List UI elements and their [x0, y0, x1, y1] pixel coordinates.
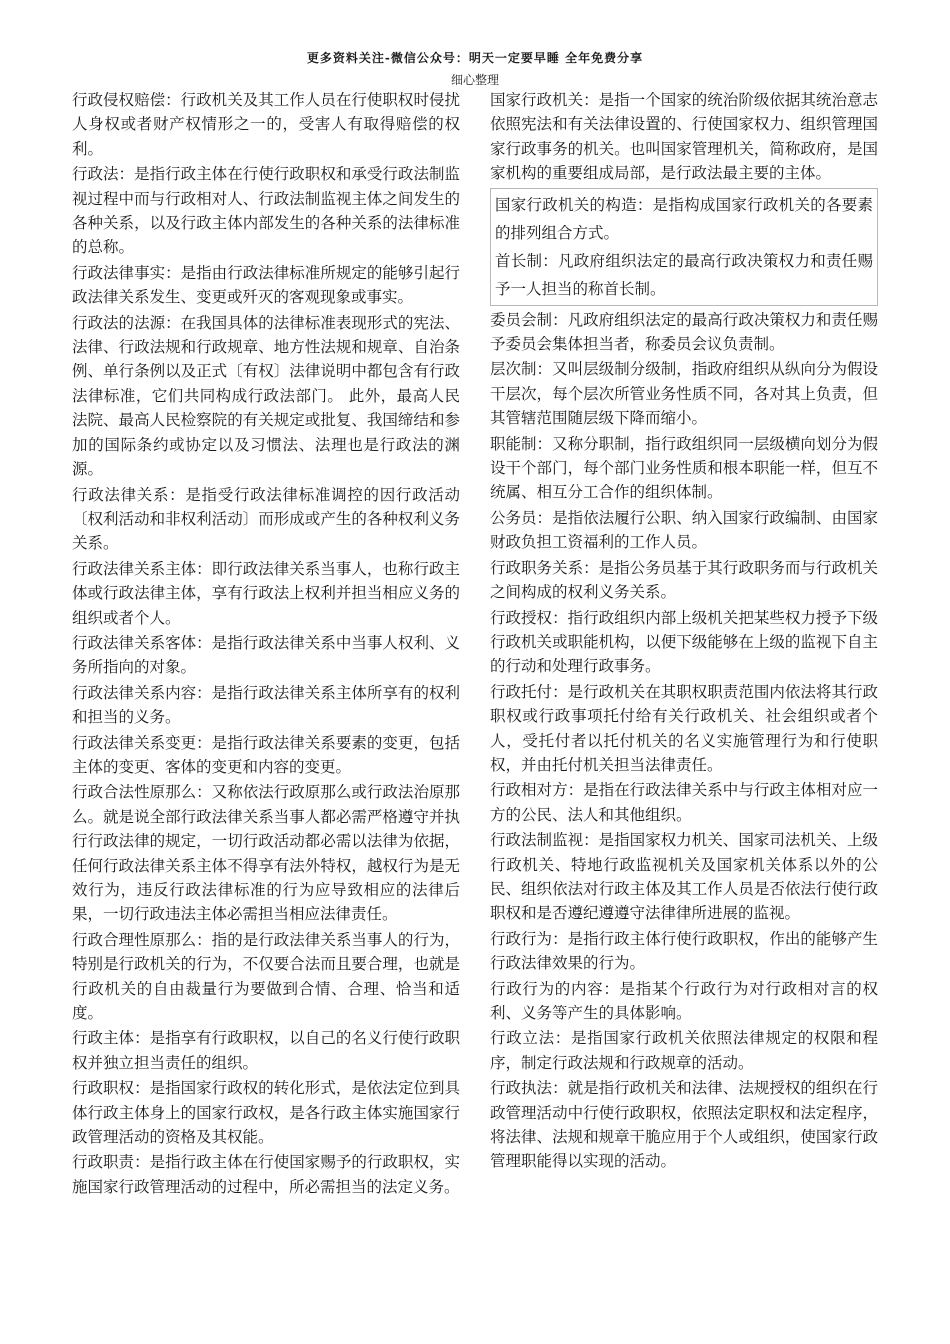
term-entry: 行政托付：是行政机关在其职权职责范围内依法将其行政职权或行政事项托付给有关行政机关、社会组织或者个人，受托付者以托付机关的名义实施管理行为和行使职权，并由托付机关担当法律责任。: [490, 682, 878, 774]
term-entry: 行政授权：指行政组织内部上级机关把某些权力授予下级行政机关或职能机构，以便下级能够在上级的监视下自主的行动和处理行政事务。: [490, 608, 878, 676]
term-entry: 行政法律关系内容：是指行政法律关系主体所享有的权利和担当的义务。: [72, 683, 460, 727]
right-column: [490, 88, 878, 1175]
term-entry: 行政合法性原那么：又称依法行政原那么或行政法治原那么。就是说全部行政法律关系当事人都必需严格遵守并执行行政法律的规定，一切行政活动都必需以法律为依据，任何行政法律关系主体不得享有法外特权，越权行为是无效行为，违反行政法律标准的行为应导致相应的法律后果，一切行政违法主体必需担当相应法律责任。: [72, 783, 460, 924]
term-entry: 行政主体：是指享有行政职权，以自己的名义行使行政职权并独立担当责任的组织。: [72, 1029, 460, 1072]
boxed-definitions: [490, 188, 878, 306]
term-entry: 国家行政机关：是指一个国家的统治阶级依据其统治意志依照宪法和有关法律设置的、行使国家权力、组织管理国家行政事务的机关。也叫国家管理机关，简称政府，是国家机构的重要组成局部，是行政法最主要的主体。: [490, 91, 878, 183]
term-entry: 委员会制：凡政府组织法定的最高行政决策权力和责任赐予委员会集体担当者，称委员会议负责制。: [490, 310, 878, 354]
term-entry: 行政行为：是指行政主体行使行政职权，作出的能够产生行政法律效果的行为。: [490, 929, 878, 973]
term-entry: 行政行为的内容：是指某个行政行为对行政相对言的权利、义务等产生的具体影响。: [490, 979, 878, 1022]
term-entry: 行政法：是指行政主体在行使行政职权和承受行政法制监视过程中而与行政相对人、行政法制监视主体之间发生的各种关系，以及行政主体内部发生的各种关系的法律标准的总称。: [72, 165, 460, 257]
term-entry: 层次制：又叫层级制分级制，指政府组织从纵向分为假设干层次，每个层次所管业务性质不同，各对其上负责，但其管辖范围随层级下降而缩小。: [490, 360, 878, 428]
header-notice: 更多资料关注-微信公众号：明天一定要早睡 全年免费分享: [306, 51, 644, 65]
term-entry: 行政职权：是指国家行政权的转化形式，是依法定位到具体行政主体身上的国家行政权，是各行政主体实施国家行政管理活动的资格及其权能。: [72, 1079, 460, 1147]
term-entry: 行政法律事实：是指由行政法律标准所规定的能够引起行政法律关系发生、变更或歼灭的客观现象或事实。: [72, 263, 460, 307]
term-entry: 行政合理性原那么：指的是行政法律关系当事人的行为，特别是行政机关的行为，不仅要合法而且要合理，也就是行政机关的自由裁量行为要做到合情、合理、恰当和适度。: [72, 930, 460, 1023]
term-entry: 行政法律关系客体：是指行政法律关系中当事人权利、义务所指向的对象。: [72, 633, 460, 677]
term-entry: 行政立法：是指国家行政机关依照法律规定的权限和程序，制定行政法规和行政规章的活动。: [490, 1029, 878, 1072]
header-subtitle: 细心整理: [450, 73, 499, 87]
term-entry: 行政执法：就是指行政机关和法律、法规授权的组织在行政管理活动中行使行政职权，依照法定职权和法定程序，将法律、法规和规章干脆应用于个人或组织，使国家行政管理职能得以实现的活动。: [490, 1079, 878, 1171]
term-entry: 行政法的法源：在我国具体的法律标准表现形式的宪法、法律、行政法规和行政规章、地方性法规和规章、自治条例、单行条例以及正式〔有权〕法律说明中都包含有行政法律标准，它们共同构成行政法部门。 此外，最高人民法院、最高人民检察院的有关规定或批复、我国缔结和参加的国际条约或协定以及习惯法、法理也是行政法的渊源。: [72, 313, 460, 479]
term-entry: 行政法律关系：是指受行政法律标准调控的因行政活动〔权利活动和非权利活动〕而形成或产生的各种权利义务关系。: [72, 485, 460, 553]
term-entry: 行政职务关系：是指公务员基于其行政职务而与行政机关之间构成的权利义务关系。: [490, 558, 878, 602]
term-entry: 行政相对方：是指在行政法律关系中与行政主体相对应一方的公民、法人和其他组织。: [490, 781, 878, 824]
term-entry: 行政法律关系变更：是指行政法律关系要素的变更，包括主体的变更、客体的变更和内容的变更。: [72, 733, 460, 776]
term-entry: 行政法制监视：是指国家权力机关、国家司法机关、上级行政机关、特地行政监视机关及国家机关体系以外的公民、组织依法对行政主体及其工作人员是否依法行使行政职权和是否遵纪遵遵守法律律所进展的监视。: [490, 831, 878, 923]
term-entry: 职能制：又称分职制，指行政组织同一层级横向划分为假设干个部门，每个部门业务性质和根本职能一样，但互不统属、相互分工合作的组织体制。: [490, 434, 878, 502]
term-entry: 首长制：凡政府组织法定的最高行政决策权力和责任赐予一人担当的称首长制。: [495, 251, 873, 298]
term-entry: 国家行政机关的构造：是指构成国家行政机关的各要素的排列组合方式。: [495, 195, 873, 242]
left-column: [72, 88, 460, 1200]
term-entry: 行政法律关系主体：即行政法律关系当事人，也称行政主体或行政法律主体，享有行政法上权利并担当相应义务的组织或者个人。: [72, 559, 460, 627]
term-entry: 行政职责：是指行政主体在行使国家赐予的行政职权，实施国家行政管理活动的过程中，所必需担当的法定义务。: [72, 1153, 460, 1196]
term-entry: 公务员：是指依法履行公职、纳入国家行政编制、由国家财政负担工资福利的工作人员。: [490, 508, 878, 552]
term-entry: 行政侵权赔偿：行政机关及其工作人员在行使职权时侵扰人身权或者财产权情形之一的，受害人有取得赔偿的权利。: [72, 91, 460, 158]
